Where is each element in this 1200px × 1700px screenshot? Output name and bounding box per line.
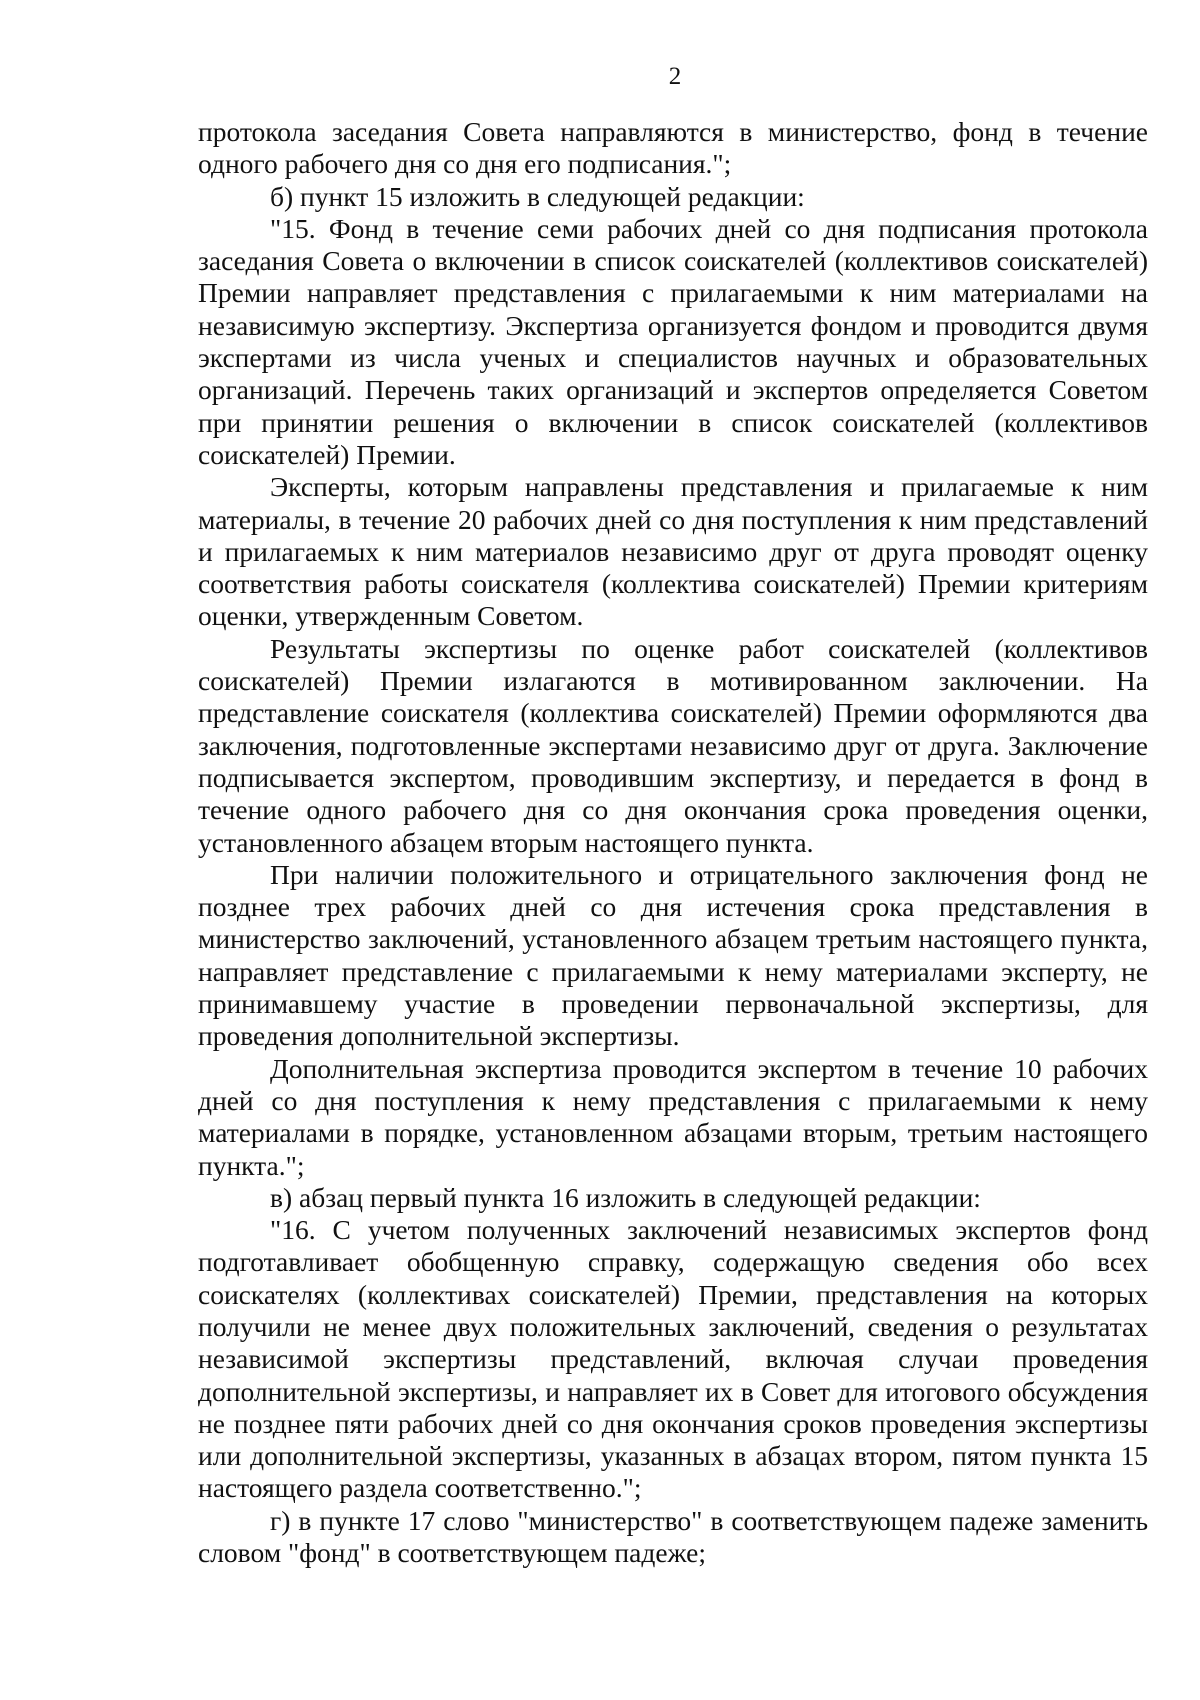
paragraph-item-g: г) в пункте 17 слово "министерство" в соответствующем падеже заменить словом "фонд" в соответствующем падеже; [198,1504,1148,1569]
paragraph-item-b: б) пункт 15 изложить в следующей редакции: [270,180,805,212]
paragraph-positive-negative: При наличии положительного и отрицательного заключения фонд не позднее трех рабочих дней со дня истечения срока представления в министерство заключений, установленного абзацем третьим настоящего пункта, направляет представление с прилагаемыми к нему материалами эксперту, не принимавшему участие в проведении первоначальной экспертизы, для проведения дополнительной экспертизы. [198,858,1148,1052]
paragraph-additional-expertise: Дополнительная экспертиза проводится экспертом в течение 10 рабочих дней со дня поступления к нему представления с прилагаемыми к нему материалами в порядке, установленном абзацами вторым, третьим настоящего пункта."; [198,1052,1148,1181]
paragraph-results: Результаты экспертизы по оценке работ соискателей (коллективов соискателей) Премии излагаются в мотивированном заключении. На представление соискателя (коллектива соискателей) Премии оформляются два заключения, подготовленные экспертами независимо друг от друга. Заключение подписывается экспертом, проводившим экспертизу, и передается в фонд в течение одного рабочего дня со дня окончания срока проведения оценки, установленного абзацем вторым настоящего пункта. [198,632,1148,858]
document-body [198,116,1148,1569]
paragraph-point-15: "15. Фонд в течение семи рабочих дней со дня подписания протокола заседания Совета о включении в список соискателей (коллективов соискателей) Премии направляет представления с прилагаемыми к ним материалами на независимую экспертизу. Экспертиза организуется фондом и проводится двумя экспертами из числа ученых и специалистов научных и образовательных организаций. Перечень таких организаций и экспертов определяется Советом при принятии решения о включении в список соискателей (коллективов соискателей) Премии. [198,212,1148,470]
paragraph-experts: Эксперты, которым направлены представления и прилагаемые к ним материалы, в течение 20 рабочих дней со дня поступления к ним представлений и прилагаемых к ним материалов независимо друг от друга проводят оценку соответствия работы соискателя (коллектива соискателей) Премии критериям оценки, утвержденным Советом. [198,471,1148,632]
paragraph-item-v: в) абзац первый пункта 16 изложить в следующей редакции: [270,1181,981,1213]
page-number: 2 [668,63,682,90]
paragraph-point-16: "16. С учетом полученных заключений независимых экспертов фонд подготавливает обобщенную справку, содержащую сведения обо всех соискателях (коллективах соискателей) Премии, представления на которых получили не менее двух положительных заключений, сведения о результатах независимой экспертизы представлений, включая случаи проведения дополнительной экспертизы, и направляет их в Совет для итогового обсуждения не позднее пяти рабочих дней со дня окончания сроков проведения экспертизы или дополнительной экспертизы, указанных в абзацах втором, пятом пункта 15 настоящего раздела соответственно."; [198,1214,1148,1504]
paragraph-continuation: протокола заседания Совета направляются в министерство, фонд в течение одного рабочего дня со дня его подписания."; [198,116,1148,180]
